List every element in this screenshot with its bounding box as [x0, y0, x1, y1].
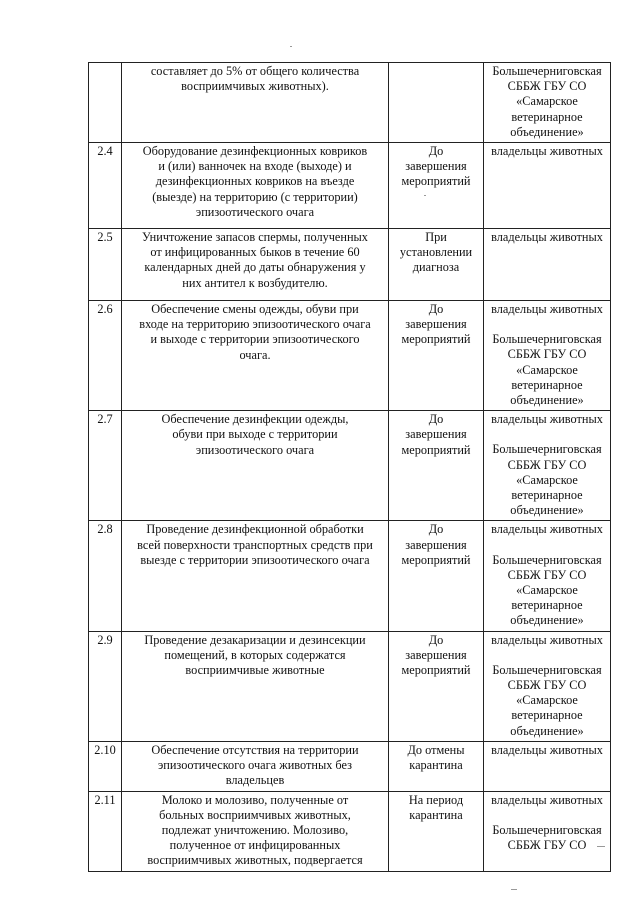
deadline-text-line: мероприятий [401, 552, 471, 567]
table-row [89, 229, 611, 301]
measure-text-line: владельцев [225, 773, 285, 788]
measure-text-line: от инфицированных быков в течение 60 [150, 245, 360, 260]
responsible-text-line: СББЖ ГБУ СО [507, 457, 587, 472]
responsible-text-line: «Самарское [516, 583, 578, 598]
measure-text-line: и (или) ванночек на входе (выходе) и [158, 159, 352, 174]
measure-description [122, 411, 389, 521]
group-spacer [487, 648, 607, 663]
responsible-text-line: «Самарское [516, 693, 578, 708]
deadline-text-line: установлении [399, 245, 473, 260]
responsible-text-line: ветеринарное [511, 708, 583, 723]
measure-text-line: восприимчивых животных, подвергается [147, 853, 363, 868]
measure-description [122, 63, 389, 143]
responsible-text-line: ветеринарное [511, 598, 583, 613]
responsible-text-line: Большечерниговская [492, 442, 602, 457]
item-number: 2.7 [89, 411, 122, 521]
deadline-text-line: завершения [405, 427, 467, 442]
responsible-text-line: владельцы животных [491, 230, 603, 245]
measure-text-line: составляет до 5% от общего количества [150, 64, 360, 78]
measure-text-line: больных восприимчивых животных, [159, 807, 351, 822]
deadline-text-line: диагноза [412, 260, 460, 275]
measure-deadline [389, 791, 484, 871]
responsible-text-line: ветеринарное [511, 377, 583, 392]
measure-description [122, 521, 389, 631]
measure-text-line: восприимчивые животные [185, 663, 325, 678]
scan-mark [511, 889, 517, 890]
table-row [89, 301, 611, 411]
responsible-text-line: Большечерниговская [492, 64, 602, 78]
responsible-text-line: объединение» [510, 124, 584, 139]
item-number [89, 63, 122, 143]
measure-text-line: Оборудование дезинфекционных ковриков [142, 144, 368, 159]
responsible-text-line: Большечерниговская [492, 662, 602, 677]
measure-deadline [389, 229, 484, 301]
responsible-text-line: Большечерниговская [492, 552, 602, 567]
measure-description [122, 143, 389, 229]
responsible-text-line: СББЖ ГБУ СО [507, 837, 587, 852]
deadline-text-line: мероприятий [401, 663, 471, 678]
table-row [89, 741, 611, 791]
group-spacer [487, 538, 607, 553]
measure-text-line: эпизоотического очага животных без [157, 758, 352, 773]
responsible-text-line: владельцы животных [491, 742, 603, 757]
measure-text-line: входе на территорию эпизоотического очага [139, 317, 371, 332]
measure-description [122, 301, 389, 411]
responsible-party [484, 521, 611, 631]
measure-description [122, 631, 389, 741]
item-number: 2.10 [89, 741, 122, 791]
measure-text-line: них антител к возбудителю. [182, 275, 328, 290]
deadline-text-line: завершения [405, 537, 467, 552]
deadline-text-line: карантина [409, 807, 463, 822]
responsible-text-line: объединение» [510, 723, 584, 738]
table-row [89, 143, 611, 229]
responsible-text-line: Большечерниговская [492, 332, 602, 347]
responsible-party [484, 229, 611, 301]
deadline-text-line: мероприятий [401, 174, 471, 189]
responsible-party [484, 143, 611, 229]
deadline-text-line: мероприятий [401, 442, 471, 457]
deadline-text-line: мероприятий [401, 332, 471, 347]
measure-description [122, 229, 389, 301]
responsible-text-line: объединение» [510, 613, 584, 628]
measure-deadline [389, 521, 484, 631]
deadline-text-line: карантина [409, 758, 463, 773]
measure-text-line: обуви при выходе с территории [172, 427, 338, 442]
measures-table [88, 62, 611, 872]
scan-mark [290, 46, 292, 47]
responsible-text-line: СББЖ ГБУ СО [507, 347, 587, 362]
table-row [89, 791, 611, 871]
group-spacer [487, 317, 607, 332]
measure-text-line: Проведение дезинфекционной обработки [146, 522, 364, 537]
measure-text-line: помещений, в которых содержатся [164, 647, 346, 662]
measure-text-line: всей поверхности транспортных средств при [137, 537, 373, 552]
measure-text-line: Обеспечение дезинфекции одежды, [161, 412, 349, 427]
measure-text-line: Молоко и молозиво, полученные от [161, 792, 349, 807]
item-number: 2.5 [89, 229, 122, 301]
item-number: 2.6 [89, 301, 122, 411]
measure-text-line: календарных дней до даты обнаружения у [144, 260, 366, 275]
measure-text-line: Уничтожение запасов спермы, полученных [142, 230, 368, 245]
group-spacer [487, 808, 607, 823]
responsible-text-line: владельцы животных [491, 302, 603, 317]
responsible-party [484, 791, 611, 871]
group-spacer [487, 427, 607, 442]
table-row [89, 63, 611, 143]
responsible-text-line: владельцы животных [491, 632, 603, 647]
table-row [89, 521, 611, 631]
responsible-party [484, 63, 611, 143]
responsible-party [484, 411, 611, 521]
measure-text-line: (выезде) на территорию (с территории) [152, 189, 358, 204]
deadline-text-line: До [428, 412, 444, 427]
responsible-text-line: СББЖ ГБУ СО [507, 567, 587, 582]
measure-text-line: Обеспечение отсутствия на территории [151, 742, 359, 757]
deadline-text-line: До [428, 302, 444, 317]
responsible-text-line: ветеринарное [511, 109, 583, 124]
deadline-text-line: завершения [405, 159, 467, 174]
responsible-text-line: владельцы животных [491, 792, 603, 807]
measure-text-line: выезде с территории эпизоотического очага [140, 552, 370, 567]
measure-text-line: очага. [239, 347, 271, 362]
measure-deadline [389, 63, 484, 143]
measure-deadline [389, 143, 484, 229]
deadline-text-line: До отмены [407, 742, 465, 757]
item-number: 2.8 [89, 521, 122, 631]
responsible-text-line: владельцы животных [491, 144, 603, 159]
responsible-party [484, 301, 611, 411]
responsible-party [484, 631, 611, 741]
item-number: 2.11 [89, 791, 122, 871]
responsible-text-line: «Самарское [516, 472, 578, 487]
measure-text-line: полученное от инфицированных [169, 838, 341, 853]
item-number: 2.9 [89, 631, 122, 741]
responsible-text-line: СББЖ ГБУ СО [507, 678, 587, 693]
measure-deadline [389, 741, 484, 791]
responsible-text-line: объединение» [510, 393, 584, 408]
responsible-text-line: Большечерниговская [492, 822, 602, 837]
responsible-text-line: СББЖ ГБУ СО [507, 79, 587, 94]
measure-text-line: Проведение дезакаризации и дезинсекции [144, 632, 366, 647]
measure-description [122, 791, 389, 871]
table-row [89, 631, 611, 741]
measure-text-line: дезинфекционных ковриков на въезде [155, 174, 355, 189]
deadline-text-line: До [428, 144, 444, 159]
responsible-text-line: «Самарское [516, 362, 578, 377]
measure-text-line: эпизоотического очага [195, 442, 315, 457]
deadline-text-line: завершения [405, 317, 467, 332]
measure-deadline [389, 631, 484, 741]
table-row [89, 411, 611, 521]
responsible-party [484, 741, 611, 791]
measures-table-body [89, 63, 611, 872]
measure-text-line: подлежат уничтожению. Молозиво, [161, 822, 349, 837]
deadline-text-line: завершения [405, 647, 467, 662]
responsible-text-line: владельцы животных [491, 522, 603, 537]
deadline-text-line: До [428, 632, 444, 647]
deadline-text-line: До [428, 522, 444, 537]
responsible-text-line: объединение» [510, 503, 584, 518]
responsible-text-line: владельцы животных [491, 412, 603, 427]
item-number: 2.4 [89, 143, 122, 229]
responsible-text-line: ветеринарное [511, 488, 583, 503]
measure-text-line: восприимчивых животных). [181, 79, 329, 94]
measure-description [122, 741, 389, 791]
deadline-text-line: При [425, 230, 447, 245]
measure-deadline [389, 411, 484, 521]
measure-text-line: Обеспечение смены одежды, обуви при [151, 302, 359, 317]
responsible-text-line: «Самарское [516, 94, 578, 109]
measure-text-line: и выходе с территории эпизоотического [150, 332, 360, 347]
measure-deadline [389, 301, 484, 411]
deadline-text-line: На период [408, 792, 464, 807]
measure-text-line: эпизоотического очага [195, 204, 315, 219]
